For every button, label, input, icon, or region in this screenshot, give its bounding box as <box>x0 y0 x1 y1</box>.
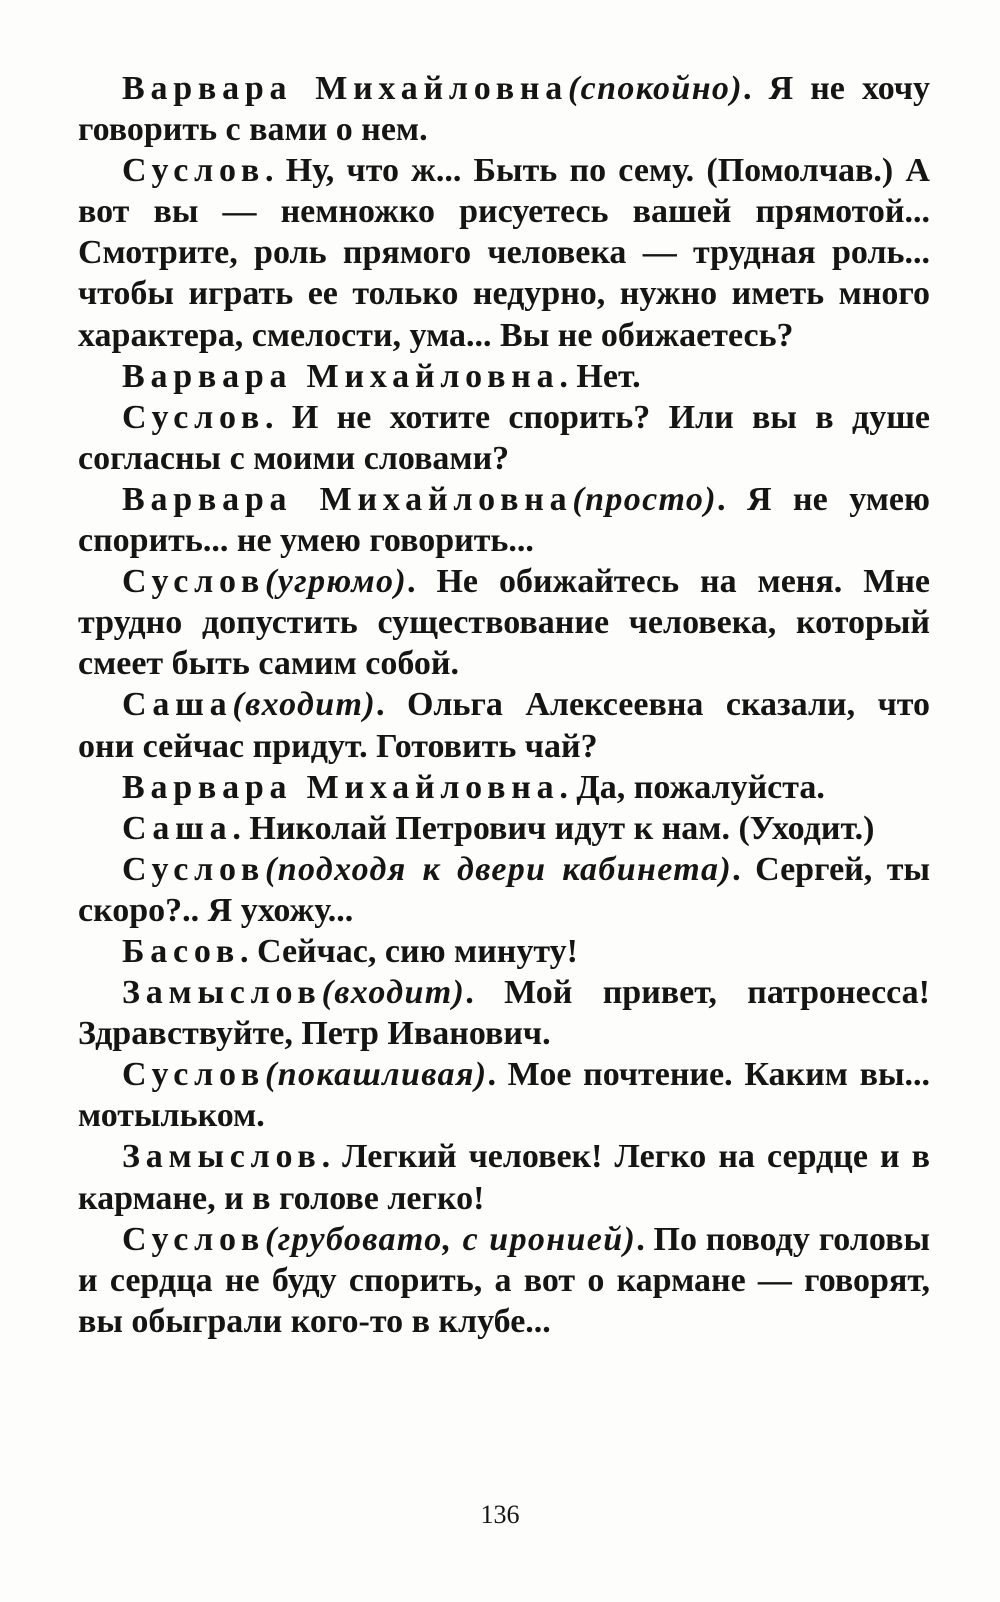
line-text: . Не обижайтесь на меня. Мне трудно допустить существование человека, который смеет быть самим собой. <box>78 563 930 683</box>
line-text: . Николай Петрович идут к нам. (Уходит.) <box>232 809 875 847</box>
line-text: . И не хотите спорить? Или вы в душе согласны с моими словами? <box>78 398 930 477</box>
line-text: . Легкий человек! Легко на сердце и в кармане, и в голове легко! <box>78 1138 930 1217</box>
line-text: . Я не умею спорить... не умею говорить... <box>78 480 930 560</box>
line-text: . Да, пожалуйста. <box>559 768 825 806</box>
line-text: . По поводу головы и сердца не буду спорить, а вот о кармане — говорят, вы обыграли кого-то в клубе... <box>78 1220 930 1340</box>
line-text: . Сергей, ты скоро?.. Я ухожу... <box>78 850 931 929</box>
stage-direction: (входит) <box>321 974 466 1012</box>
dialogue-line <box>78 808 930 849</box>
speaker-name: Суслов <box>122 850 266 888</box>
speaker-name: Суслов <box>122 152 266 190</box>
dialogue-line <box>78 1136 930 1218</box>
dialogue-line <box>78 68 930 150</box>
speaker-name: Замыслов <box>122 974 322 1012</box>
dialogue-line <box>78 479 930 561</box>
speaker-name: Саша <box>122 686 233 724</box>
line-text: . Мое почтение. Каким вы... мотыльком. <box>78 1056 930 1135</box>
dialogue-line <box>78 1054 930 1136</box>
line-text: . Ну, что ж... Быть по сему. (Помолчав.) А вот вы — немножко рисуетесь вашей прямотой... Смотрите, роль прямого человека — трудная роль... чтобы играть ее только недурно, нужно иметь много характера, смелости, ума... Вы не обижаетесь? <box>78 152 930 354</box>
stage-direction: (подходя к двери кабинета) <box>265 850 733 888</box>
dialogue-line <box>78 356 930 397</box>
dialogue-line <box>78 972 930 1054</box>
line-text: . Сейчас, сию минуту! <box>239 932 578 970</box>
dialogue-line <box>78 931 930 972</box>
stage-direction: (входит) <box>232 686 377 724</box>
line-text: . Мой привет, патронесса! Здравствуйте, Петр Иванович. <box>78 974 930 1053</box>
speaker-name: Басов <box>122 932 240 970</box>
speaker-name: Саша <box>122 809 233 847</box>
speaker-name: Суслов <box>122 1056 266 1094</box>
speaker-name: Суслов <box>122 398 266 436</box>
stage-direction: (грубовато, с иронией) <box>265 1220 637 1258</box>
dialogue-line <box>78 849 930 931</box>
stage-direction: (спокойно) <box>568 70 743 107</box>
line-text: . Ольга Алексеевна сказали, что они сейчас придут. Готовить чай? <box>78 686 930 765</box>
stage-direction: (покашливая) <box>265 1056 488 1094</box>
speaker-name: Суслов <box>122 1220 266 1258</box>
play-text <box>78 68 930 1342</box>
page-number: 136 <box>480 1500 520 1529</box>
dialogue-line <box>78 684 930 766</box>
dialogue-line <box>78 767 930 808</box>
stage-direction: (угрюмо) <box>265 563 408 601</box>
speaker-name: Варвара Михайловна <box>122 768 560 806</box>
line-text: . Я не хочу говорить с вами о нем. <box>78 70 930 149</box>
dialogue-line <box>78 150 930 355</box>
dialogue-line <box>78 561 930 684</box>
speaker-name: Суслов <box>122 563 266 601</box>
dialogue-line <box>78 1219 930 1342</box>
speaker-name: Варвара Михайловна <box>122 480 573 518</box>
speaker-name: Замыслов <box>122 1138 322 1176</box>
speaker-name: Варвара Михайловна <box>122 70 568 107</box>
speaker-name: Варвара Михайловна <box>122 357 560 395</box>
dialogue-line <box>78 397 930 479</box>
stage-direction: (просто) <box>572 480 717 518</box>
line-text: . Нет. <box>559 357 641 395</box>
